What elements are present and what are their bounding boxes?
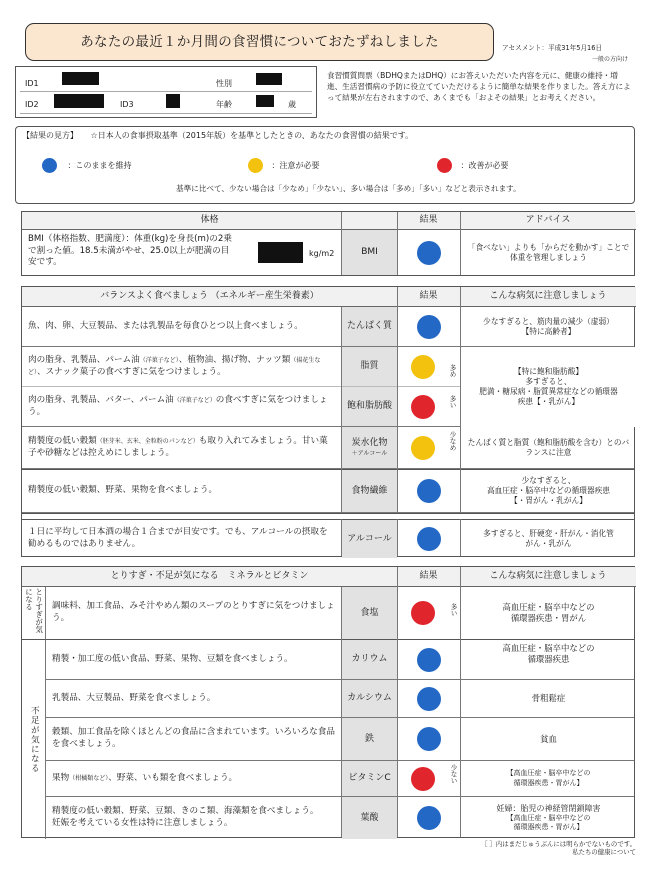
id1-redacted <box>62 72 99 85</box>
id2-redacted <box>54 94 104 108</box>
body-header-title: 体格 <box>22 212 397 230</box>
excess-group-label: とりすぎが気になる <box>24 588 44 633</box>
potassium-row <box>46 640 634 680</box>
alcohol-label: アルコール <box>342 520 397 558</box>
minerals-header-advice: こんな病気に注意しましょう <box>460 567 636 587</box>
sfa-result-dot <box>411 395 435 419</box>
balance-header-advice: こんな病気に注意しましょう <box>460 287 636 307</box>
potassium-advice-line1: 高血圧症・脳卒中などの <box>502 643 595 653</box>
fiber-label: 食物繊維 <box>342 470 397 512</box>
salt-advice <box>461 587 636 639</box>
calcium-advice: 骨粗鬆症 <box>531 693 566 704</box>
legend-title: 【結果の見方】 <box>22 131 78 140</box>
carb-label-cell <box>342 427 397 468</box>
folate-text-2: 妊娠を考えている女性は特に注意しましょう。 <box>52 818 233 828</box>
bmi-advice: 「食べない」よりも「からだを動かす」ことで体重を管理しましょう <box>467 242 630 262</box>
assessment-date: アセスメント：平成31年5月16日 <box>502 44 603 52</box>
alcohol-result-dot <box>417 527 441 551</box>
alcohol-row <box>22 519 634 558</box>
legend-panel <box>15 126 635 204</box>
vitc-advice-line2: 循環器疾患・胃がん】 <box>513 778 584 787</box>
age-unit: 歳 <box>288 100 296 109</box>
vitc-result-dot <box>411 767 435 791</box>
sfa-mark-text: 多い <box>448 394 456 409</box>
carb-text <box>22 427 341 468</box>
vitc-text-1: 果物 <box>52 772 70 783</box>
protein-row <box>22 307 634 347</box>
legend-keep: ：このままを維持 <box>67 161 132 170</box>
carb-label: 炭水化物 <box>351 438 388 449</box>
minerals-header-result: 結果 <box>397 567 460 587</box>
potassium-result-dot <box>417 648 441 672</box>
sfa-text-2: の食べすぎに気をつけましょう。 <box>28 394 328 417</box>
bmi-result-dot <box>417 241 441 265</box>
id1-label: ID1 <box>25 79 39 88</box>
body-header-advice: アドバイス <box>460 212 636 230</box>
carb-text-note: （胚芽米、玄米、全粒粉のパンなど） <box>96 437 199 445</box>
id-panel <box>15 66 317 118</box>
id2-label: ID2 <box>25 100 39 109</box>
bmi-label: BMI <box>342 230 397 275</box>
carb-label-sub: ＋アルコール <box>351 449 388 457</box>
sfa-text-1: 肉の脂身、乳製品、バター、パーム油 <box>28 394 174 405</box>
carb-row <box>22 427 634 469</box>
shortage-group-label: 不足が気になる <box>29 705 40 774</box>
legend-note: 基準に比べて、少ない場合は「少なめ」「少ない」、多い場合は「多め」「多い」などと表示されます。 <box>176 184 521 193</box>
legend-red-dot <box>437 158 452 173</box>
sex-label: 性別 <box>216 79 232 88</box>
fat-text-note-2: （揚花生など） <box>28 356 321 376</box>
carb-text-1: 精製度の低い穀類 <box>28 435 97 446</box>
fat-mark <box>446 355 455 417</box>
alcohol-advice: 多すぎると、肝硬変・肝がん・消化管がん・乳がん <box>483 529 614 548</box>
calcium-label: カルシウム <box>342 680 397 717</box>
folate-advice-line2: 【高血圧症・脳卒中などの <box>506 814 591 823</box>
iron-row <box>46 718 634 761</box>
calcium-result-dot <box>417 687 441 711</box>
fiber-row <box>22 469 634 513</box>
salt-text: 調味料、加工食品、みそ汁やめん類のスープのとりすぎに気をつけましょう。 <box>52 601 335 623</box>
footnote <box>448 840 636 857</box>
protein-result-dot <box>417 315 441 339</box>
page-title: あなたの最近１か月間の食習慣についておたずねしました <box>25 23 494 61</box>
fiber-advice-line2: 高血圧症・脳卒中などの循環器疾患 <box>486 486 610 495</box>
iron-label: 鉄 <box>342 718 397 760</box>
vitc-text-2: 、野菜、いも類を食べましょう。 <box>108 772 238 783</box>
bmi-text: BMI（体格指数、肥満度）：体重(kg)を身長(m)の2乗で割った値。18.5未満がやせ、25.0以上が肥満の目安です。 <box>28 234 232 268</box>
iron-advice: 貧血 <box>540 733 557 744</box>
legend-blue-dot <box>42 158 57 173</box>
folate-text-1: 精製度の低い穀類、野菜、豆類、きのこ類、海藻類を食べましょう。 <box>52 806 319 817</box>
fat-result-dot <box>411 355 435 379</box>
folate-advice-line1: 妊婦：胎児の神経管閉鎖障害 <box>496 803 601 813</box>
salt-row <box>46 587 634 640</box>
minerals-section <box>21 566 635 838</box>
vitc-advice-line1: 【高血圧症・脳卒中などの <box>506 769 591 778</box>
fiber-result-dot <box>417 479 441 503</box>
bmi-unit: kg/m2 <box>309 249 335 258</box>
vitc-text-note: （柑橘類など） <box>69 774 109 782</box>
protein-advice-line2: 【特に高齢者】 <box>521 326 576 336</box>
legend-yellow-dot <box>248 158 263 173</box>
protein-text: 魚、肉、卵、大豆製品、または乳製品を毎食ひとつ以上食べましょう。 <box>28 320 303 331</box>
folate-advice-line3: 循環器疾患・胃がん】 <box>513 823 584 832</box>
footnote-line2: 私たちの健康について <box>572 848 636 857</box>
calcium-row <box>46 680 634 718</box>
fat-advice-line1: 【特に飽和脂肪酸】 <box>513 367 584 376</box>
audience-label: 一般の方向け <box>592 56 629 63</box>
iron-result-dot <box>417 727 441 751</box>
salt-mark: 多い <box>449 603 457 617</box>
body-header-result: 結果 <box>397 212 460 230</box>
minerals-header-title: とりすぎ・不足が気になる ミネラルとビタミン <box>22 567 397 587</box>
age-redacted <box>256 95 274 107</box>
age-label: 年齢 <box>216 100 232 109</box>
fat-text-2: 、植物油、揚げ物、ナッツ類 <box>178 354 291 365</box>
folate-text <box>46 797 341 839</box>
protein-advice <box>461 307 636 346</box>
calcium-text: 乳製品、大豆製品、野菜を食べましょう。 <box>52 692 216 703</box>
fiber-advice-line3: 【・胃がん・乳がん】 <box>510 496 587 505</box>
vitc-label: ビタミンC <box>342 761 397 796</box>
folate-result-dot <box>417 806 441 830</box>
folate-label: 葉酸 <box>342 797 397 839</box>
potassium-label: カリウム <box>342 640 397 679</box>
salt-result-dot <box>411 601 435 625</box>
salt-label: 食塩 <box>342 587 397 639</box>
sfa-label: 飽和脂肪酸 <box>342 387 397 426</box>
sfa-text-note: （洋菓子など） <box>173 396 216 404</box>
carb-mark: 少なめ <box>448 431 456 451</box>
carb-text-2: も取り入れてみましょう。甘い菓子や砂糖などは控えめにしましょう。 <box>28 435 328 458</box>
carb-result-dot <box>411 436 435 460</box>
fat-text-3: 、スナック菓子の食べすぎに気をつけましょう。 <box>37 366 226 377</box>
vitc-text <box>46 761 341 796</box>
fiber-advice-line1: 少なすぎると、 <box>521 476 576 485</box>
potassium-text: 精製・加工度の低い食品、野菜、果物、豆類を食べましょう。 <box>52 653 293 664</box>
balance-header-result: 結果 <box>397 287 460 307</box>
fat-text-note-1: （洋菓子など） <box>139 356 179 364</box>
vitc-mark: 少ない <box>449 764 457 784</box>
legend-basis: ☆日本人の食事摂取基準（2015年版）を基準としたときの、あなたの食習慣の結果です。 <box>90 131 414 140</box>
legend-improve: ：改善が必要 <box>460 161 509 170</box>
fiber-text: 精製度の低い穀類、野菜、果物を食べましょう。 <box>28 485 218 496</box>
fiber-advice <box>461 470 636 512</box>
vitc-row <box>46 761 634 797</box>
alcohol-text: １日に平均して日本酒の場合１合までが目安です。でも、アルコールの摂取を勧めるものではありません。 <box>28 527 328 549</box>
iron-text: 穀類、加工食品を除くほとんどの食品に含まれています。いろいろな食品を食べましょう。 <box>52 727 335 749</box>
potassium-advice <box>461 640 636 679</box>
legend-caution: ：注意が必要 <box>271 161 320 170</box>
sex-redacted <box>256 73 282 85</box>
vitc-advice <box>461 761 636 796</box>
fat-text-1: 肉の脂身、乳製品、パーム油 <box>28 354 140 365</box>
potassium-advice-line2: 循環器疾患 <box>527 653 570 664</box>
balance-header-title: バランスよく食べましょう （エネルギー産生栄養素） <box>22 287 397 307</box>
salt-advice-line1: 高血圧症・脳卒中などの <box>502 602 595 613</box>
fat-mark-text: 多め <box>448 363 456 378</box>
id3-label: ID3 <box>120 100 134 109</box>
fat-text <box>22 347 341 386</box>
id3-redacted <box>166 94 180 108</box>
footnote-line1: ［ ］内はまだじゅうぶんには明らかでないものです。 <box>481 840 636 848</box>
folate-advice <box>461 797 636 839</box>
bmi-redacted <box>258 242 303 263</box>
body-section <box>21 211 635 276</box>
sfa-text <box>22 387 341 426</box>
protein-label: たんぱく質 <box>342 307 397 346</box>
protein-advice-line1: 少なすぎると、筋肉量の減少（虚弱） <box>483 316 614 326</box>
fat-advice-line2: 多すぎると、 <box>525 377 572 386</box>
fat-label: 脂質 <box>342 347 397 386</box>
fat-advice-line3: 肥満・糖尿病・脂質異常症などの循環器疾患【・乳がん】 <box>479 387 618 406</box>
balance-section <box>21 286 635 557</box>
salt-advice-line2: 循環器疾患・胃がん <box>510 613 587 623</box>
fat-advice <box>461 347 636 427</box>
intro-text: 食習慣質問票（BDHQまたはDHQ）にお答えいただいた内容を元に、健康の維持・増進、生活習慣病の予防に役立てていただけるように簡単な結果を作りました。答え方によって結果が左右されますので、あくまでも「およその結果」とお考えください。 <box>327 71 631 102</box>
carb-advice: たんぱく質と脂質（飽和脂肪酸を含む）とのバランスに注意 <box>467 437 630 457</box>
folate-row <box>46 797 634 839</box>
